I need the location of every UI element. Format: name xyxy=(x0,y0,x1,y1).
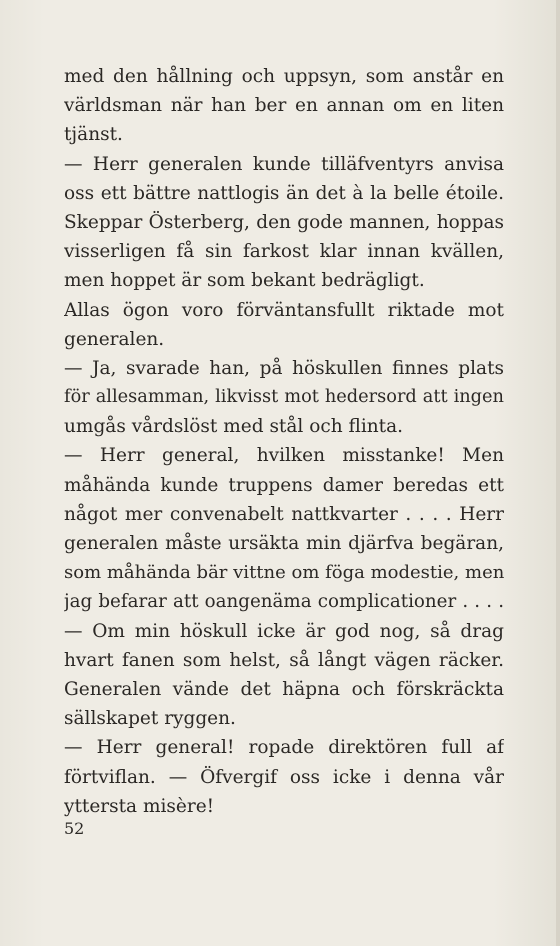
text-line: visserligen få sin farkost klar innan kvällen, xyxy=(64,241,504,263)
text-line: Skeppar Österberg, den gode mannen, hoppas xyxy=(64,211,504,233)
text-line: jag befarar att oangenäma complicationer . . . . xyxy=(64,591,504,613)
text-line: förtviflan. — Öfvergif oss icke i denna vår xyxy=(64,766,504,788)
text-line: — Herr generalen kunde tilläfventyrs anvisa xyxy=(64,153,504,175)
text-line: — Herr general, hvilken misstanke! Men xyxy=(64,445,504,467)
text-line: Generalen vände det häpna och förskräckta xyxy=(64,678,504,700)
text-line: — Ja, svarade han, på höskullen finnes plats xyxy=(64,357,504,379)
text-line: världsman när han ber en annan om en liten xyxy=(64,95,504,117)
text-line: som måhända bär vittne om föga modestie, men xyxy=(64,562,504,584)
text-line: måhända kunde truppens damer beredas ett xyxy=(64,474,504,496)
text-line: umgås vårdslöst med stål och flinta. xyxy=(64,416,404,438)
page-edge xyxy=(556,0,560,946)
text-line: generalen. xyxy=(64,328,165,350)
text-line: men hoppet är som bekant bedrägligt. xyxy=(64,270,425,292)
text-line: Allas ögon voro förväntansfullt riktade mot xyxy=(64,299,504,321)
text-line: generalen måste ursäkta min djärfva begäran, xyxy=(64,533,504,554)
text-line: för allesamman, likvisst mot hedersord att ingen xyxy=(64,387,504,408)
text-line: tjänst. xyxy=(64,124,123,146)
text-line: — Herr general! ropade direktören full af xyxy=(64,737,504,759)
text-line: oss ett bättre nattlogis än det à la belle étoile. xyxy=(64,182,504,204)
body-text xyxy=(64,62,504,821)
text-line: yttersta misère! xyxy=(64,795,215,817)
text-line: sällskapet ryggen. xyxy=(64,708,236,730)
text-line: hvart fanen som helst, så långt vägen räcker. xyxy=(64,649,504,671)
text-line: med den hållning och uppsyn, som anstår en xyxy=(64,66,504,87)
text-line: något mer convenabelt nattkvarter . . . . Herr xyxy=(64,503,504,525)
text-line: — Om min höskull icke är god nog, så drag xyxy=(64,620,504,642)
page-number: 52 xyxy=(64,819,85,838)
